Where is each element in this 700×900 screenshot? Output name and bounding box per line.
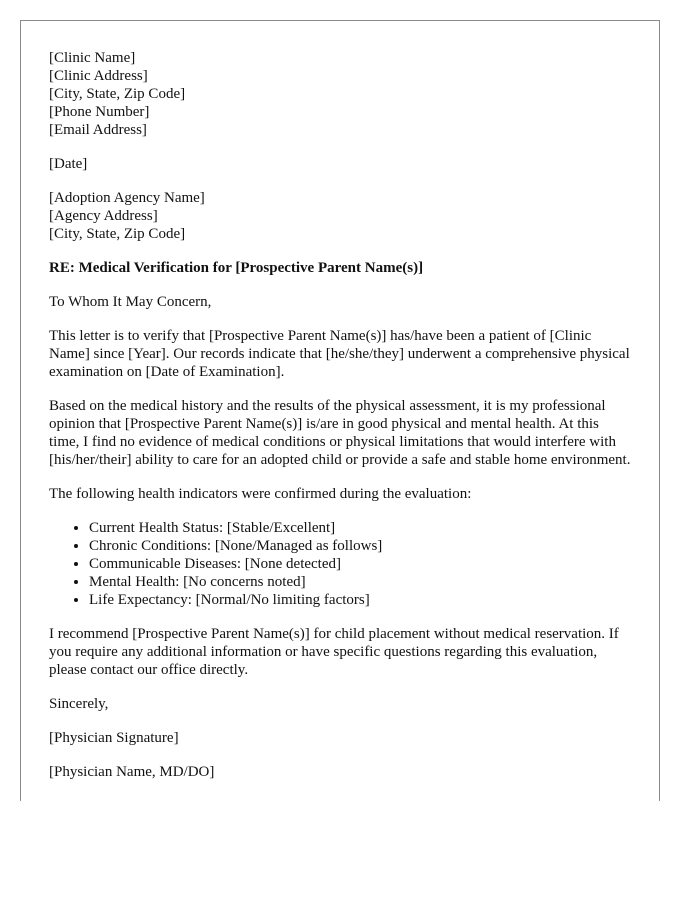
agency-name: [Adoption Agency Name] [49, 190, 205, 206]
agency-address: [Agency Address] [49, 208, 158, 224]
physician-signature: [Physician Signature] [49, 730, 179, 746]
letter-date: [Date] [49, 156, 88, 172]
list-item: • Communicable Diseases: [None detected] [89, 555, 631, 573]
body-paragraph-recommendation: I recommend [Prospective Parent Name(s)] for child placement without medical reservation. If you require any additional information or have specific questions regarding this evaluation, please contact our office directly. [49, 626, 619, 678]
body-paragraph-opinion: Based on the medical history and the results of the physical assessment, it is my professional opinion that [Prospective Parent Name(s)] is/are in good physical and mental health. At this time, I find no evidence of medical conditions or physical limitations that would interfere with [his/her/their] ability to care for an adopted child or provide a safe and stable home environment. [49, 398, 631, 468]
recipient-address-block [49, 189, 631, 243]
clinic-city-state-zip: [City, State, Zip Code] [49, 86, 186, 102]
list-item: • Mental Health: [No concerns noted] [89, 573, 631, 591]
salutation: To Whom It May Concern, [49, 294, 212, 310]
clinic-phone: [Phone Number] [49, 104, 150, 120]
body-paragraph-indicators-intro: The following health indicators were confirmed during the evaluation: [49, 486, 472, 502]
sender-address-block [49, 49, 631, 139]
clinic-address: [Clinic Address] [49, 68, 148, 84]
body-paragraph-verification: This letter is to verify that [Prospective Parent Name(s)] has/have been a patient of [Clinic Name] since [Year]. Our records indicate that [he/she/they] underwent a comprehensive physical examination on [Date of Examination]. [49, 328, 630, 380]
letter-page [20, 20, 660, 801]
physician-name: [Physician Name, MD/DO] [49, 764, 215, 780]
clinic-email: [Email Address] [49, 122, 147, 138]
list-item: • Current Health Status: [Stable/Excellent] [89, 519, 631, 537]
list-item: • Life Expectancy: [Normal/No limiting factors] [89, 591, 631, 609]
list-item: • Chronic Conditions: [None/Managed as follows] [89, 537, 631, 555]
signoff: Sincerely, [49, 696, 109, 712]
subject-line: RE: Medical Verification for [Prospective Parent Name(s)] [49, 260, 424, 276]
health-indicators-list [49, 519, 631, 609]
clinic-name: [Clinic Name] [49, 50, 136, 66]
agency-city-state-zip: [City, State, Zip Code] [49, 226, 186, 242]
